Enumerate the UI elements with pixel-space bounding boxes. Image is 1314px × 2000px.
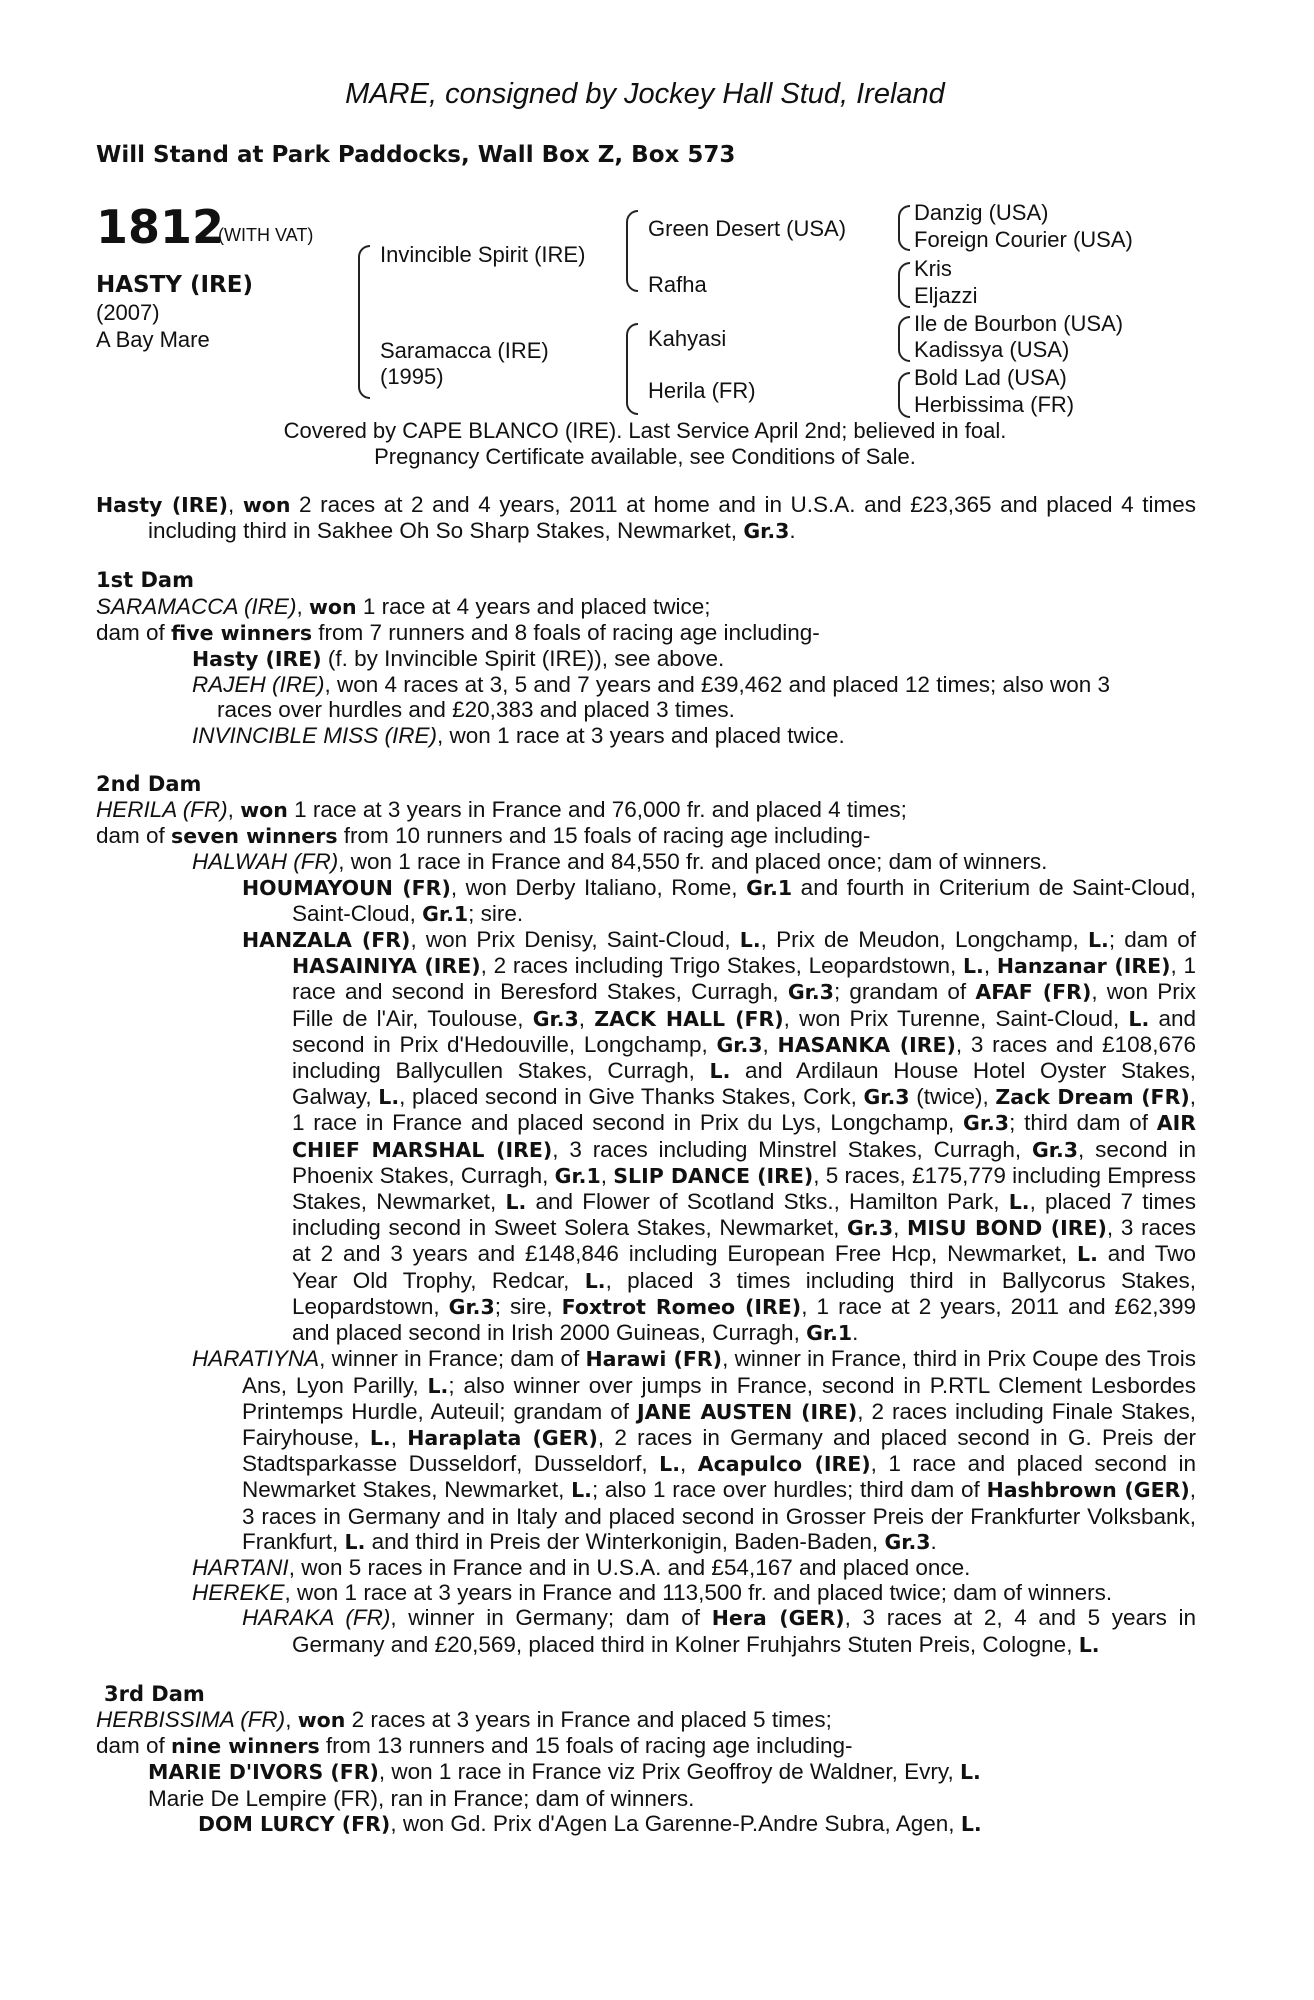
produce-entry: INVINCIBLE MISS (IRE), won 1 race at 3 years and placed twice.	[192, 722, 845, 748]
produce-entry: HEREKE, won 1 race at 3 years in France and 113,500 fr. and placed twice; dam of winners.	[192, 1580, 1113, 1606]
pedigree-sire-dam: Rafha	[648, 272, 707, 297]
horse-description: A Bay Mare	[96, 327, 210, 352]
horse-name: HASTY (IRE)	[96, 272, 253, 298]
third-dam-produce: dam of nine winners from 13 runners and 15 foals of racing age including-	[96, 1733, 853, 1759]
first-dam-record: SARAMACCA (IRE), won 1 race at 4 years and placed twice;	[96, 593, 711, 619]
produce-entry: MARIE D'IVORS (FR), won 1 race in France viz Prix Geoffroy de Waldner, Evry, L.	[148, 1759, 981, 1785]
covering-line-1: Covered by CAPE BLANCO (IRE). Last Service April 2nd; believed in foal.	[283, 418, 1007, 443]
pedigree-ggs-6: Kadissya (USA)	[914, 337, 1070, 362]
produce-entry: Marie De Lempire (FR), ran in France; dam of winners.	[148, 1785, 695, 1811]
produce-entry: HARAKA (FR), winner in Germany; dam of Hera (GER), 3 races at 2, 4 and 5 years in Germany and £20,569, placed third in Kolner Fruhjahrs Stuten Preis, Cologne, L.	[242, 1605, 1196, 1657]
lot-number: 1812	[96, 200, 225, 254]
pedigree-ggs-2: Foreign Courier (USA)	[914, 227, 1133, 252]
produce-entry: HARTANI, won 5 races in France and in U.S.A. and £54,167 and placed once.	[192, 1554, 971, 1580]
second-dam-produce: dam of seven winners from 10 runners and 15 foals of racing age including-	[96, 823, 871, 849]
section-third-dam: 3rd Dam	[104, 1681, 205, 1706]
produce-entry: Hasty (IRE) (f. by Invincible Spirit (IRE)), see above.	[192, 646, 725, 672]
first-dam-produce: dam of five winners from 7 runners and 8 foals of racing age including-	[96, 619, 820, 645]
pedigree-dam-year: (1995)	[380, 364, 444, 389]
produce-entry: RAJEH (IRE), won 4 races at 3, 5 and 7 years and £39,462 and placed 12 times; also won 3 races over hurdles and £20,383 and placed 3 times.	[192, 672, 1111, 723]
horse-year: (2007)	[96, 300, 160, 325]
pedigree-ggs-1: Danzig (USA)	[914, 200, 1049, 225]
produce-entry: HANZALA (FR), won Prix Denisy, Saint-Cloud, L., Prix de Meudon, Longchamp, L.; dam of HASAINIYA (IRE), 2 races including Trigo Stakes, Leopardstown, L., Hanzanar (IRE), 1 race and second in Beresford Stakes, Curragh, Gr.3; grandam of AFAF (FR), won Prix Fille de l'Air, Toulouse, Gr.3, ZACK HALL (FR), won Prix Turenne, Saint-Cloud, L. and second in Prix d'Hedouville, Longchamp, Gr.3, HASANKA (IRE), 3 races and £108,676 including Ballycullen Stakes, Curragh, L. and Ardilaun House Hotel Oyster Stakes, Galway, L., placed second in Give Thanks Stakes, Cork, Gr.3 (twice), Zack Dream (FR), 1 race in France and placed second in Prix du Lys, Longchamp, Gr.3; third dam of AIR CHIEF MARSHAL (IRE), 3 races including Minstrel Stakes, Curragh, Gr.3, second in Phoenix Stakes, Curragh, Gr.1, SLIP DANCE (IRE), 5 races, £175,779 including Empress Stakes, Newmarket, L. and Flower of Scotland Stks., Hamilton Park, L., placed 7 times including second in Sweet Solera Stakes, Newmarket, Gr.3, MISU BOND (IRE), 3 races at 2 and 3 years and £148,846 including European Free Hcp, Newmarket, L. and Two Year Old Trophy, Redcar, L., placed 3 times including third in Ballycorus Stakes, Leopardstown, Gr.3; sire, Foxtrot Romeo (IRE), 1 race at 2 years, 2011 and £62,399 and placed second in Irish 2000 Guineas, Curragh, Gr.1.	[242, 927, 1197, 1346]
horse-summary: Hasty (IRE), won 2 races at 2 and 4 years, 2011 at home and in U.S.A. and £23,365 and placed 4 times including third in Sakhee Oh So Sharp Stakes, Newmarket, Gr.3.	[96, 492, 1196, 544]
produce-entry: HARATIYNA, winner in France; dam of Harawi (FR), winner in France, third in Prix Coupe des Trois Ans, Lyon Parilly, L.; also winner over jumps in France, second in P.RTL Clement Lesbordes Printemps Hurdle, Auteuil; grandam of JANE AUSTEN (IRE), 2 races including Finale Stakes, Fairyhouse, L., Haraplata (GER), 2 races in Germany and placed second in G. Preis der Stadtsparkasse Dusseldorf, Dusseldorf, L., Acapulco (IRE), 1 race and placed second in Newmarket Stakes, Newmarket, L.; also 1 race over hurdles; third dam of Hashbrown (GER), 3 races in Germany and in Italy and placed second in Grosser Preis der Frankfurter Volksbank, Frankfurt, L. and third in Preis der Winterkonigin, Baden-Baden, Gr.3.	[192, 1346, 1197, 1554]
covering-line-2: Pregnancy Certificate available, see Conditions of Sale.	[374, 444, 916, 469]
third-dam-record: HERBISSIMA (FR), won 2 races at 3 years in France and placed 5 times;	[96, 1706, 832, 1732]
pedigree-dam-dam: Herila (FR)	[648, 378, 756, 403]
stand-location: Will Stand at Park Paddocks, Wall Box Z, Box 573	[96, 142, 736, 168]
pedigree-dam: Saramacca (IRE)	[380, 338, 549, 363]
second-dam-record: HERILA (FR), won 1 race at 3 years in France and 76,000 fr. and placed 4 times;	[96, 797, 907, 823]
section-second-dam: 2nd Dam	[96, 771, 202, 796]
section-first-dam: 1st Dam	[96, 568, 194, 593]
pedigree-ggs-7: Bold Lad (USA)	[914, 365, 1067, 390]
pedigree-ggs-8: Herbissima (FR)	[914, 392, 1075, 417]
vat-label: (WITH VAT)	[218, 225, 314, 245]
pedigree-sire-sire: Green Desert (USA)	[648, 216, 847, 241]
pedigree-ggs-5: Ile de Bourbon (USA)	[914, 311, 1124, 336]
pedigree-ggs-4: Eljazzi	[914, 283, 978, 308]
page-title: MARE, consigned by Jockey Hall Stud, Ireland	[345, 78, 945, 110]
pedigree-ggs-3: Kris	[914, 256, 952, 281]
pedigree-dam-sire: Kahyasi	[648, 326, 727, 351]
produce-entry: HOUMAYOUN (FR), won Derby Italiano, Rome, Gr.1 and fourth in Criterium de Saint-Cloud, Saint-Cloud, Gr.1; sire.	[242, 874, 1196, 926]
pedigree-sire: Invincible Spirit (IRE)	[380, 242, 586, 267]
catalogue-body	[96, 492, 1196, 1837]
produce-entry: DOM LURCY (FR), won Gd. Prix d'Agen La Garenne-P.Andre Subra, Agen, L.	[198, 1810, 982, 1836]
produce-entry: HALWAH (FR), won 1 race in France and 84,550 fr. and placed once; dam of winners.	[192, 849, 1048, 875]
